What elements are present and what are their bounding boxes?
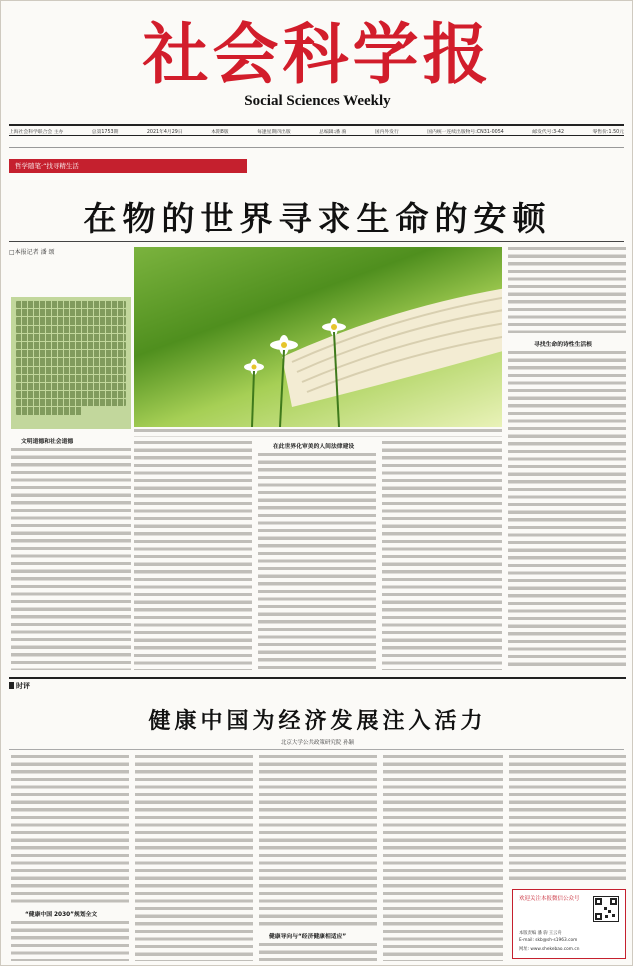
info-item: 总编辑:潘 驹 <box>319 130 347 135</box>
article-text-col2 <box>134 441 252 670</box>
promo-line: 本版责编 潘 驹 王云舟 <box>519 931 562 936</box>
headline-divider <box>9 241 624 242</box>
byline: □本报记者 潘 颂 <box>9 249 55 256</box>
publication-info-row <box>9 124 624 136</box>
info-item: 国内外发行 <box>374 130 399 135</box>
section-text-col1b <box>11 921 129 961</box>
section-text-col3b <box>259 943 377 961</box>
section-subhead-mid: 健康导向与“经济健康相适应” <box>269 934 347 940</box>
subhead-mid: 在此世界化审美的人间法律建设 <box>273 444 355 450</box>
section-divider <box>9 677 626 679</box>
section-headline: 健康中国为经济发展注入活力 <box>148 709 487 734</box>
article-text-col4 <box>382 441 502 670</box>
article-photo <box>134 247 502 427</box>
info-item: 本期8版 <box>211 130 229 135</box>
qr-code-icon <box>593 896 619 922</box>
section-text-col2 <box>135 755 253 961</box>
daisy-flowers-illustration <box>134 247 502 427</box>
section-author: 北京大学公共政策研究院 孙颖 <box>280 740 355 746</box>
article-text-col1 <box>11 448 131 670</box>
subhead-col1: 文明道德和社会道德 <box>21 439 74 445</box>
top-divider <box>9 147 624 148</box>
masthead-subtitle: Social Sciences Weekly <box>244 93 391 109</box>
info-item: 总第1753期 <box>91 130 119 135</box>
section-text-col5 <box>509 755 626 883</box>
lead-summary-box <box>11 297 131 429</box>
info-item: 2021年4月29日 <box>146 130 183 135</box>
wechat-promo-box <box>512 889 626 959</box>
section-text-col4 <box>383 755 503 961</box>
section-tag: 时评 <box>9 681 30 691</box>
promo-line: E-mail: skb@sh-s1963.com <box>519 938 578 943</box>
section-rule <box>9 749 624 750</box>
section-subhead-left: “健康中国 2030”规划全文 <box>25 912 98 918</box>
info-item: 每逢星期四出版 <box>257 130 291 135</box>
photo-caption <box>134 429 502 437</box>
subhead-right: 寻找生命的诗性生活根 <box>534 342 592 348</box>
section-text-col1 <box>11 755 129 905</box>
info-item: 邮发代号:3-42 <box>532 130 565 135</box>
section-text-col3 <box>259 755 377 927</box>
series-tag: 哲学随笔·“找寻精生活 <box>9 159 247 173</box>
promo-title: 欢迎关注本报微信公众号 <box>519 896 580 902</box>
info-item: 零售价:1.50元 <box>592 130 624 135</box>
info-item: 国内统一连续出版物号:CN31-0054 <box>427 130 504 135</box>
main-headline: 在物的世界寻求生命的安顿 <box>83 199 552 238</box>
promo-line: 网址: www.shekebao.com.cn <box>519 947 580 952</box>
article-text-col5 <box>508 351 626 670</box>
article-text-col3 <box>258 453 376 670</box>
info-item: 上海社会科学联合会 主办 <box>9 130 64 135</box>
masthead-title: 社会科学报 <box>142 15 493 93</box>
article-text-col5-top <box>508 247 626 333</box>
